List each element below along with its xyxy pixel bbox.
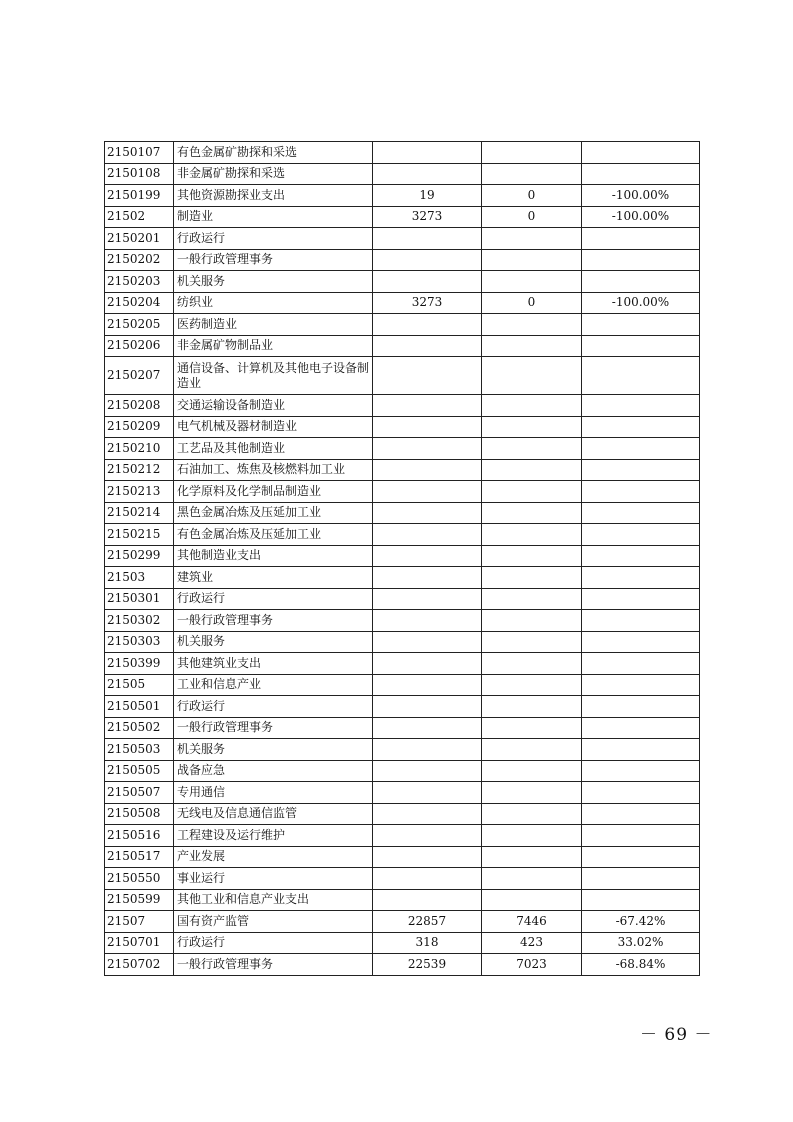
cell-code: 21502: [105, 206, 174, 228]
cell-name: 工艺品及其他制造业: [174, 438, 373, 460]
budget-table-body: [105, 142, 700, 976]
cell-name: 工程建设及运行维护: [174, 825, 373, 847]
cell-change-pct: [582, 416, 700, 438]
cell-change-pct: [582, 696, 700, 718]
table-row: [105, 163, 700, 185]
cell-code: 2150516: [105, 825, 174, 847]
cell-name: 其他工业和信息产业支出: [174, 889, 373, 911]
cell-name: 有色金属冶炼及压延加工业: [174, 524, 373, 546]
table-row: [105, 760, 700, 782]
table-row: [105, 335, 700, 357]
cell-change-pct: -68.84%: [582, 954, 700, 976]
cell-value-curr: [482, 438, 582, 460]
cell-code: 2150107: [105, 142, 174, 164]
cell-change-pct: [582, 717, 700, 739]
cell-code: 2150303: [105, 631, 174, 653]
cell-name: 非金属矿物制品业: [174, 335, 373, 357]
table-row: [105, 502, 700, 524]
cell-name: 一般行政管理事务: [174, 610, 373, 632]
cell-value-curr: [482, 228, 582, 250]
cell-value-curr: [482, 249, 582, 271]
cell-value-prev: [373, 739, 482, 761]
cell-value-curr: [482, 314, 582, 336]
cell-name: 纺织业: [174, 292, 373, 314]
cell-value-curr: [482, 459, 582, 481]
cell-value-curr: [482, 395, 582, 417]
cell-value-curr: [482, 142, 582, 164]
cell-code: 2150505: [105, 760, 174, 782]
cell-change-pct: [582, 588, 700, 610]
cell-value-curr: [482, 760, 582, 782]
cell-name: 石油加工、炼焦及核燃料加工业: [174, 459, 373, 481]
cell-change-pct: [582, 760, 700, 782]
table-row: [105, 271, 700, 293]
cell-name: 一般行政管理事务: [174, 249, 373, 271]
cell-code: 2150214: [105, 502, 174, 524]
cell-value-prev: [373, 825, 482, 847]
cell-value-prev: [373, 545, 482, 567]
table-row: [105, 395, 700, 417]
cell-value-prev: 318: [373, 932, 482, 954]
cell-change-pct: [582, 674, 700, 696]
cell-value-curr: 0: [482, 292, 582, 314]
cell-value-prev: [373, 357, 482, 395]
cell-value-curr: [482, 868, 582, 890]
table-row: [105, 459, 700, 481]
cell-code: 2150701: [105, 932, 174, 954]
cell-change-pct: [582, 631, 700, 653]
cell-value-curr: [482, 481, 582, 503]
cell-code: 21507: [105, 911, 174, 933]
cell-value-curr: [482, 846, 582, 868]
cell-name: 一般行政管理事务: [174, 717, 373, 739]
cell-change-pct: [582, 395, 700, 417]
table-row: [105, 249, 700, 271]
cell-value-curr: [482, 357, 582, 395]
cell-name: 有色金属矿勘探和采选: [174, 142, 373, 164]
cell-code: 2150201: [105, 228, 174, 250]
cell-value-prev: [373, 696, 482, 718]
cell-name: 专用通信: [174, 782, 373, 804]
table-row: [105, 610, 700, 632]
cell-value-prev: [373, 271, 482, 293]
cell-change-pct: [582, 271, 700, 293]
cell-change-pct: [582, 438, 700, 460]
table-row: [105, 545, 700, 567]
cell-value-prev: [373, 889, 482, 911]
cell-name: 战备应急: [174, 760, 373, 782]
cell-name: 医药制造业: [174, 314, 373, 336]
cell-code: 2150399: [105, 653, 174, 675]
cell-value-prev: [373, 588, 482, 610]
cell-code: 2150202: [105, 249, 174, 271]
cell-code: 2150199: [105, 185, 174, 207]
cell-name: 黑色金属冶炼及压延加工业: [174, 502, 373, 524]
cell-code: 2150215: [105, 524, 174, 546]
cell-change-pct: [582, 653, 700, 675]
table-row: [105, 696, 700, 718]
cell-name: 电气机械及器材制造业: [174, 416, 373, 438]
table-row: [105, 825, 700, 847]
cell-name: 产业发展: [174, 846, 373, 868]
table-row: [105, 631, 700, 653]
cell-name: 化学原料及化学制品制造业: [174, 481, 373, 503]
cell-name: 工业和信息产业: [174, 674, 373, 696]
cell-value-prev: [373, 416, 482, 438]
table-row: [105, 481, 700, 503]
cell-change-pct: [582, 502, 700, 524]
table-row: [105, 292, 700, 314]
cell-value-prev: [373, 524, 482, 546]
cell-value-curr: [482, 653, 582, 675]
cell-code: 21505: [105, 674, 174, 696]
cell-value-curr: 7446: [482, 911, 582, 933]
cell-code: 2150503: [105, 739, 174, 761]
cell-change-pct: [582, 459, 700, 481]
cell-value-prev: 3273: [373, 206, 482, 228]
cell-value-prev: [373, 674, 482, 696]
cell-change-pct: -67.42%: [582, 911, 700, 933]
cell-value-prev: [373, 163, 482, 185]
cell-change-pct: [582, 610, 700, 632]
cell-code: 21503: [105, 567, 174, 589]
table-row: [105, 524, 700, 546]
cell-code: 2150302: [105, 610, 174, 632]
table-row: [105, 846, 700, 868]
cell-value-curr: 0: [482, 206, 582, 228]
cell-code: 2150517: [105, 846, 174, 868]
table-row: [105, 911, 700, 933]
cell-change-pct: [582, 142, 700, 164]
budget-table: [104, 141, 700, 976]
cell-value-prev: [373, 567, 482, 589]
cell-value-curr: [482, 610, 582, 632]
cell-value-prev: [373, 438, 482, 460]
cell-value-curr: [482, 163, 582, 185]
cell-value-prev: [373, 717, 482, 739]
cell-value-curr: [482, 524, 582, 546]
cell-name: 事业运行: [174, 868, 373, 890]
cell-value-prev: [373, 502, 482, 524]
table-row: [105, 185, 700, 207]
cell-code: 2150204: [105, 292, 174, 314]
cell-code: 2150599: [105, 889, 174, 911]
cell-name: 行政运行: [174, 932, 373, 954]
cell-name: 行政运行: [174, 228, 373, 250]
cell-value-curr: 423: [482, 932, 582, 954]
cell-value-prev: [373, 142, 482, 164]
table-row: [105, 588, 700, 610]
cell-name: 无线电及信息通信监管: [174, 803, 373, 825]
cell-value-curr: [482, 782, 582, 804]
cell-change-pct: [582, 825, 700, 847]
cell-value-prev: [373, 803, 482, 825]
cell-value-curr: [482, 271, 582, 293]
cell-value-curr: [482, 739, 582, 761]
cell-value-prev: [373, 653, 482, 675]
table-row: [105, 142, 700, 164]
cell-value-prev: [373, 846, 482, 868]
cell-change-pct: [582, 357, 700, 395]
table-row: [105, 314, 700, 336]
table-row: [105, 228, 700, 250]
cell-name: 其他资源勘探业支出: [174, 185, 373, 207]
cell-code: 2150550: [105, 868, 174, 890]
cell-value-curr: [482, 567, 582, 589]
cell-change-pct: [582, 314, 700, 336]
cell-code: 2150702: [105, 954, 174, 976]
cell-change-pct: [582, 481, 700, 503]
cell-name: 其他建筑业支出: [174, 653, 373, 675]
cell-value-curr: [482, 335, 582, 357]
cell-value-prev: [373, 249, 482, 271]
table-row: [105, 739, 700, 761]
cell-change-pct: [582, 524, 700, 546]
cell-value-curr: [482, 674, 582, 696]
cell-change-pct: [582, 335, 700, 357]
table-row: [105, 674, 700, 696]
cell-code: 2150299: [105, 545, 174, 567]
cell-value-prev: [373, 395, 482, 417]
cell-name: 其他制造业支出: [174, 545, 373, 567]
cell-value-curr: [482, 825, 582, 847]
cell-value-prev: [373, 782, 482, 804]
cell-name: 通信设备、计算机及其他电子设备制造业: [174, 357, 373, 395]
cell-value-prev: [373, 610, 482, 632]
cell-value-prev: [373, 335, 482, 357]
cell-code: 2150501: [105, 696, 174, 718]
cell-code: 2150213: [105, 481, 174, 503]
cell-value-curr: [482, 696, 582, 718]
table-row: [105, 868, 700, 890]
cell-code: 2150203: [105, 271, 174, 293]
cell-name: 制造业: [174, 206, 373, 228]
cell-name: 机关服务: [174, 271, 373, 293]
cell-name: 交通运输设备制造业: [174, 395, 373, 417]
cell-code: 2150209: [105, 416, 174, 438]
cell-name: 一般行政管理事务: [174, 954, 373, 976]
cell-value-prev: [373, 760, 482, 782]
cell-name: 机关服务: [174, 631, 373, 653]
cell-name: 国有资产监管: [174, 911, 373, 933]
table-row: [105, 416, 700, 438]
cell-code: 2150205: [105, 314, 174, 336]
cell-value-prev: [373, 631, 482, 653]
cell-value-curr: [482, 631, 582, 653]
cell-value-curr: [482, 545, 582, 567]
cell-value-prev: 19: [373, 185, 482, 207]
cell-code: 2150502: [105, 717, 174, 739]
cell-change-pct: [582, 739, 700, 761]
cell-value-curr: [482, 416, 582, 438]
cell-name: 行政运行: [174, 696, 373, 718]
cell-code: 2150206: [105, 335, 174, 357]
cell-value-prev: 22539: [373, 954, 482, 976]
cell-value-prev: [373, 228, 482, 250]
cell-value-curr: 7023: [482, 954, 582, 976]
table-row: [105, 357, 700, 395]
table-row: [105, 889, 700, 911]
cell-code: 2150212: [105, 459, 174, 481]
cell-change-pct: [582, 846, 700, 868]
cell-name: 行政运行: [174, 588, 373, 610]
cell-value-prev: [373, 868, 482, 890]
cell-change-pct: [582, 889, 700, 911]
cell-change-pct: [582, 868, 700, 890]
page-number: － 69 －: [640, 1025, 713, 1045]
table-row: [105, 206, 700, 228]
cell-name: 建筑业: [174, 567, 373, 589]
cell-value-prev: [373, 481, 482, 503]
cell-value-curr: [482, 717, 582, 739]
cell-value-prev: [373, 459, 482, 481]
table-row: [105, 954, 700, 976]
cell-value-prev: [373, 314, 482, 336]
cell-change-pct: [582, 249, 700, 271]
cell-change-pct: [582, 567, 700, 589]
cell-value-curr: [482, 502, 582, 524]
cell-change-pct: [582, 163, 700, 185]
cell-value-prev: 22857: [373, 911, 482, 933]
cell-code: 2150208: [105, 395, 174, 417]
cell-change-pct: [582, 228, 700, 250]
cell-change-pct: 33.02%: [582, 932, 700, 954]
table-row: [105, 567, 700, 589]
table-row: [105, 653, 700, 675]
cell-name: 非金属矿勘探和采选: [174, 163, 373, 185]
table-row: [105, 438, 700, 460]
table-row: [105, 782, 700, 804]
table-row: [105, 717, 700, 739]
cell-value-curr: 0: [482, 185, 582, 207]
cell-code: 2150301: [105, 588, 174, 610]
cell-code: 2150210: [105, 438, 174, 460]
table-row: [105, 932, 700, 954]
cell-name: 机关服务: [174, 739, 373, 761]
cell-change-pct: -100.00%: [582, 185, 700, 207]
cell-change-pct: [582, 782, 700, 804]
cell-change-pct: [582, 545, 700, 567]
cell-change-pct: -100.00%: [582, 206, 700, 228]
cell-change-pct: [582, 803, 700, 825]
cell-code: 2150108: [105, 163, 174, 185]
table-row: [105, 803, 700, 825]
cell-value-prev: 3273: [373, 292, 482, 314]
cell-code: 2150507: [105, 782, 174, 804]
cell-value-curr: [482, 588, 582, 610]
cell-code: 2150508: [105, 803, 174, 825]
cell-change-pct: -100.00%: [582, 292, 700, 314]
cell-value-curr: [482, 889, 582, 911]
cell-code: 2150207: [105, 357, 174, 395]
cell-value-curr: [482, 803, 582, 825]
